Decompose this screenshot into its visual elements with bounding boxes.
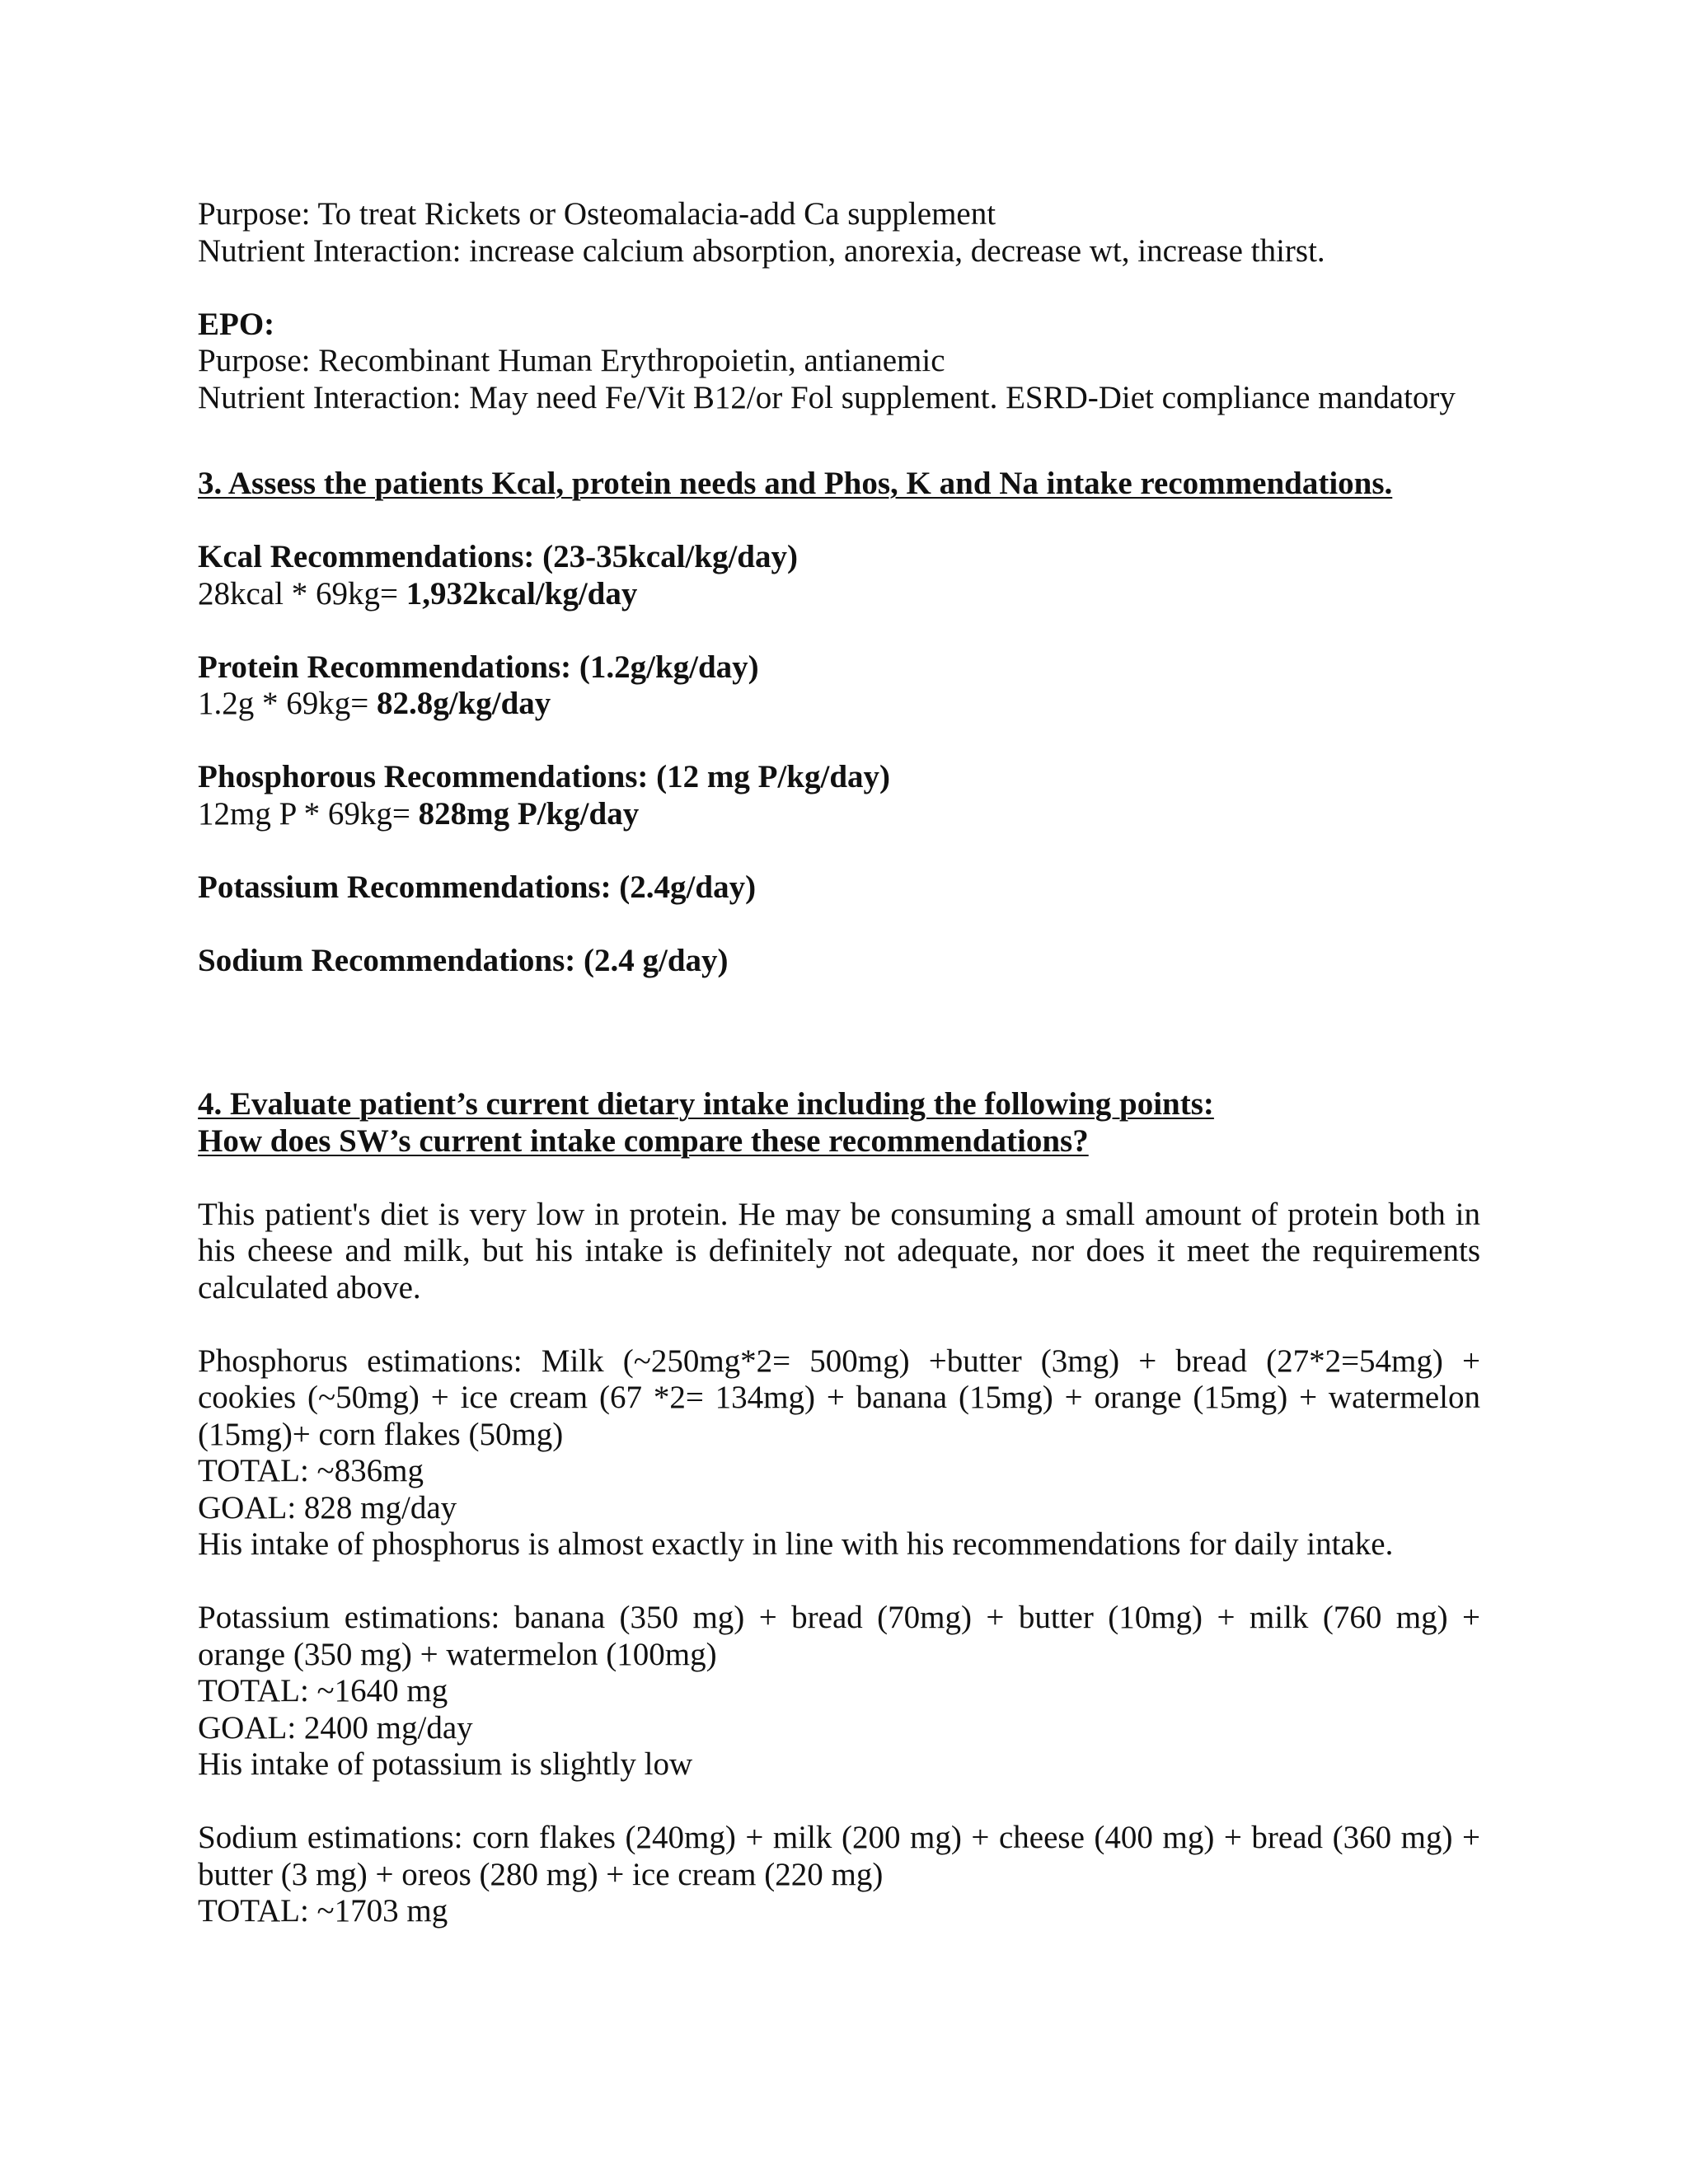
sodium-paragraph-line-1: Sodium estimations: corn flakes (240mg) + milk (200 mg) + cheese (400 mg) + bread (360 mg) +: [198, 1820, 1480, 1855]
phos-paragraph-line-1: Phosphorus estimations: Milk (~250mg*2= 500mg) +butter (3mg) + bread (27*2=54mg) +: [198, 1343, 1480, 1379]
protein-paragraph-line-2: his cheese and milk, but his intake is definitely not adequate, nor does it meet the requirements: [198, 1233, 1480, 1268]
potassium-title: Potassium Recommendations: (2.4g/day): [198, 869, 757, 905]
potassium-paragraph-line-2: orange (350 mg) + watermelon (100mg): [198, 1636, 717, 1672]
phos-title: Phosphorous Recommendations: (12 mg P/kg/day): [198, 759, 891, 794]
protein-paragraph-line-1: This patient's diet is very low in protein. He may be consuming a small amount of protein both in: [198, 1196, 1480, 1232]
epo-purpose: Purpose: Recombinant Human Erythropoietin, antianemic: [198, 343, 945, 378]
phos-calc-result: 828mg P/kg/day: [418, 795, 640, 832]
vitd-purpose: Purpose: To treat Rickets or Osteomalacia-add Ca supplement: [198, 196, 996, 232]
section-4: [198, 1086, 1480, 1930]
kcal-calc: [198, 576, 1480, 613]
phos-conclusion: His intake of phosphorus is almost exactly in line with his recommendations for daily intake.: [198, 1526, 1394, 1562]
protein-calc-expression: 1.2g * 69kg=: [198, 686, 377, 721]
sodium-title: Sodium Recommendations: (2.4 g/day): [198, 942, 729, 978]
potassium-paragraph: [198, 1600, 1480, 1783]
protein-paragraph: [198, 1197, 1480, 1307]
phos-calc: [198, 796, 1480, 833]
phos-paragraph-line-2: cookies (~50mg) + ice cream (67 *2= 134mg) + banana (15mg) + orange (15mg) + watermelon: [198, 1380, 1480, 1415]
phos-calc-expression: 12mg P * 69kg=: [198, 795, 419, 832]
phos-paragraph: [198, 1343, 1480, 1563]
kcal-title: Kcal Recommendations: (23-35kcal/kg/day): [198, 539, 798, 574]
sodium-total: TOTAL: ~1703 mg: [198, 1893, 448, 1929]
vitd-interaction: Nutrient Interaction: increase calcium absorption, anorexia, decrease wt, increase thirst.: [198, 232, 1325, 269]
protein-calc-result: 82.8g/kg/day: [377, 686, 551, 721]
epo-title: EPO:: [198, 306, 275, 342]
phos-goal: GOAL: 828 mg/day: [198, 1489, 457, 1526]
section-4-heading-2: How does SW’s current intake compare these recommendations?: [198, 1122, 1089, 1159]
kcal-calc-expression: 28kcal * 69kg=: [198, 575, 406, 612]
protein-title: Protein Recommendations: (1.2g/kg/day): [198, 649, 759, 685]
kcal-calc-result: 1,932kcal/kg/day: [406, 575, 638, 612]
potassium-conclusion: His intake of potassium is slightly low: [198, 1746, 693, 1782]
document-page: [198, 196, 1480, 1930]
sodium-paragraph-line-2: butter (3 mg) + oreos (280 mg) + ice cream (220 mg): [198, 1856, 884, 1892]
protein-paragraph-line-3: calculated above.: [198, 1269, 421, 1305]
phos-total: TOTAL: ~836mg: [198, 1453, 424, 1488]
section-4-heading-1: 4. Evaluate patient’s current dietary intake including the following points:: [198, 1086, 1214, 1122]
protein-calc: [198, 686, 1480, 723]
sodium-paragraph: [198, 1820, 1480, 1930]
epo-block: [198, 307, 1480, 417]
vitd-block: [198, 196, 1480, 269]
potassium-total: TOTAL: ~1640 mg: [198, 1673, 448, 1708]
potassium-paragraph-line-1: Potassium estimations: banana (350 mg) + bread (70mg) + butter (10mg) + milk (760 mg) +: [198, 1600, 1480, 1635]
phos-paragraph-line-3: (15mg)+ corn flakes (50mg): [198, 1416, 564, 1452]
section-3: [198, 466, 1480, 979]
potassium-goal: GOAL: 2400 mg/day: [198, 1709, 473, 1746]
epo-interaction: Nutrient Interaction: May need Fe/Vit B12/or Fol supplement. ESRD-Diet compliance mandatory: [198, 379, 1456, 415]
section-3-heading: 3. Assess the patients Kcal, protein needs and Phos, K and Na intake recommendations.: [198, 466, 1393, 501]
